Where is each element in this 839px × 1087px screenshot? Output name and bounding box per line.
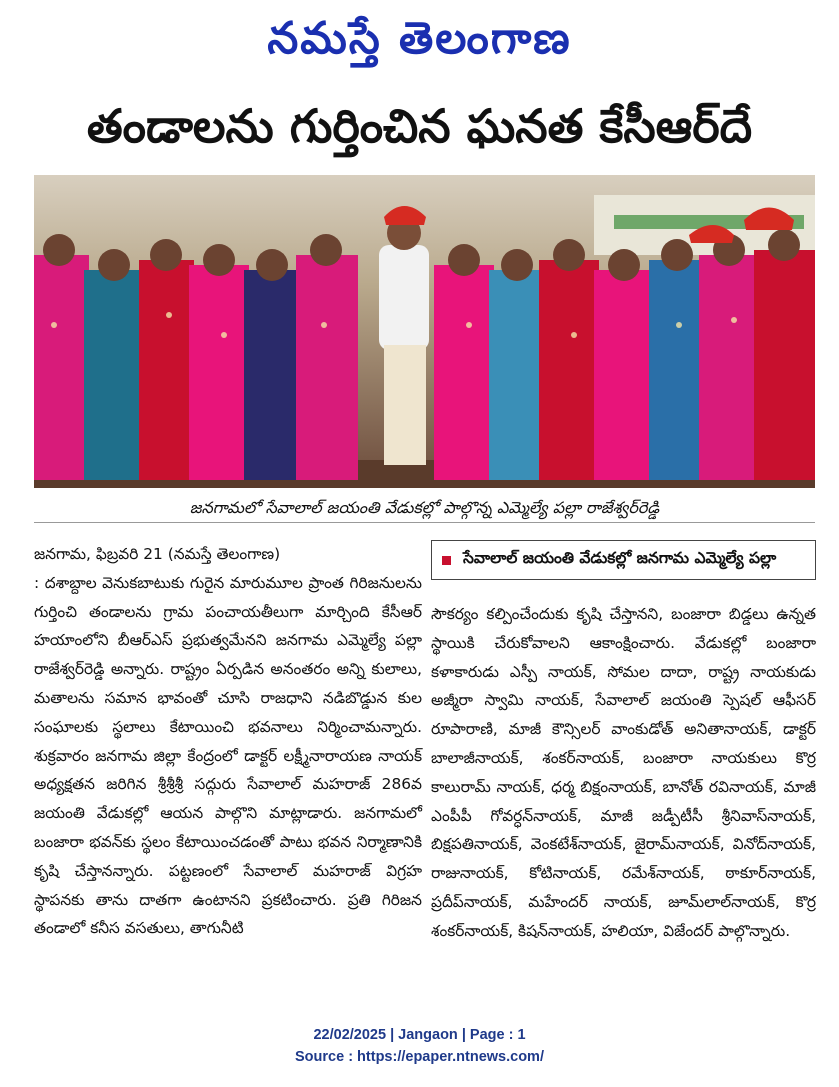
article-body-right: సౌకర్యం కల్పించేందుకు కృషి చేస్తానని, బంజారా బిడ్డలు ఉన్నత స్థాయికి చేరుకోవాలని ఆకాంక్షించారు. వేడుకల్లో బంజారా కళాకారుడు ఎస్పీ నాయక్‌, సోమల దాదా, రాష్ట్ర నాయకుడు అజ్మీరా స్వామి నాయక్‌, సేవాలాల్‌ జయంతి స్పెషల్‌ ఆఫీసర్‌ రూపారాణి, మాజీ కౌన్సిలర్‌ వాంకుడోత్‌ అనితానాయక్‌, డాక్టర్‌ బాలాజీనాయక్‌, శంకర్‌నాయక్‌, బంజారా నాయకులు కొర్ర కాలురామ్‌ నాయక్‌, ధర్మ బిక్షంనాయక్‌, బానోత్‌ రవినాయక్‌, మాజీ ఎంపీపీ గోవర్ధన్‌నాయక్‌, మాజీ జడ్పీటీసీ శ్రీనివాస్‌నాయక్‌, బిక్షపతినాయక్‌, వెంకటేశ్‌నాయక్‌, జైరామ్‌నాయక్‌, వినోద్‌నాయక్‌, రాజునాయక్‌, కోటినాయక్‌, రమేశ్‌నాయక్‌, ఠాకూర్‌నాయక్‌, ప్రదీప్‌నాయక్‌, మహేందర్‌ నాయక్‌, జూమ్‌లాల్‌నాయక్‌, కొర్ర శంకర్‌నాయక్‌, కిషన్‌నాయక్‌, హలియా, విజేందర్‌ పాల్గొన్నారు. (431, 605, 816, 940)
news-photo (34, 175, 815, 488)
article-headline: తండాలను గుర్తించిన ఘనత కేసీఆర్‌దే (86, 99, 753, 153)
newspaper-masthead: నమస్తే తెలంగాణ (267, 13, 572, 64)
article-left-column (34, 540, 422, 982)
page-footer (0, 1024, 839, 1068)
subheading-box (431, 540, 816, 580)
footer-date-line: 22/02/2025 | Jangaon | Page : 1 (313, 1027, 526, 1043)
photo-caption: జనగామలో సేవాలాల్‌ జయంతి వేడుకల్లో పాల్గొన్న ఎమ్మెల్యే పల్లా రాజేశ్వర్‌రెడ్డి (34, 494, 815, 523)
footer-source-link[interactable]: Source : https://epaper.ntnews.com/ (295, 1049, 544, 1065)
dateline: జనగామ, ఫిబ్రవరి 21 (నమస్తే తెలంగాణ) (34, 545, 281, 563)
subheading-text: సేవాలాల్‌ జయంతి వేడుకల్లో జనగామ ఎమ్మెల్యే పల్లా (463, 549, 777, 567)
article-right-column (431, 540, 816, 982)
article-body-left: : దశాబ్దాల వెనుకబాటుకు గురైన మారుమూల ప్రాంత గిరిజనులను గుర్తించి తండాలను గ్రామ పంచాయతీలుగా మార్చింది కేసీఆర్‌ హయాంలోని బీఆర్‌ఎస్‌ ప్రభుత్వమేనని జనగామ ఎమ్మెల్యే పల్లా రాజేశ్వర్‌రెడ్డి అన్నారు. రాష్ట్రం ఏర్పడిన అనంతరం అన్ని కులాలు, మతాలను సమాన భావంతో చూసి రాజధాని నడిబొడ్డున కుల సంఘాలకు స్థలాలు కేటాయించి భవనాలు నిర్మించామన్నారు. శుక్రవారం జనగామ జిల్లా కేంద్రంలో డాక్టర్‌ లక్ష్మీనారాయణ నాయక్‌ అధ్యక్షతన జరిగిన శ్రీశ్రీశ్రీ సద్గురు సేవాలాల్‌ మహరాజ్‌ 286వ జయంతి వేడుకల్లో ఆయన పాల్గొని మాట్లాడారు. జనగామలో బంజారా భవన్‌కు స్థలం కేటాయించడంతో పాటు భవన నిర్మాణానికి కృషి చేస్తానన్నారు. పట్టణంలో సేవాలాల్‌ మహరాజ్‌ విగ్రహ స్థాపనకు తాను దాతగా ఉంటానని ప్రకటించారు. ప్రతి గిరిజన తండాలో కనీస వసతులు, తాగునీటి (34, 573, 422, 938)
bullet-square-icon (442, 556, 451, 565)
